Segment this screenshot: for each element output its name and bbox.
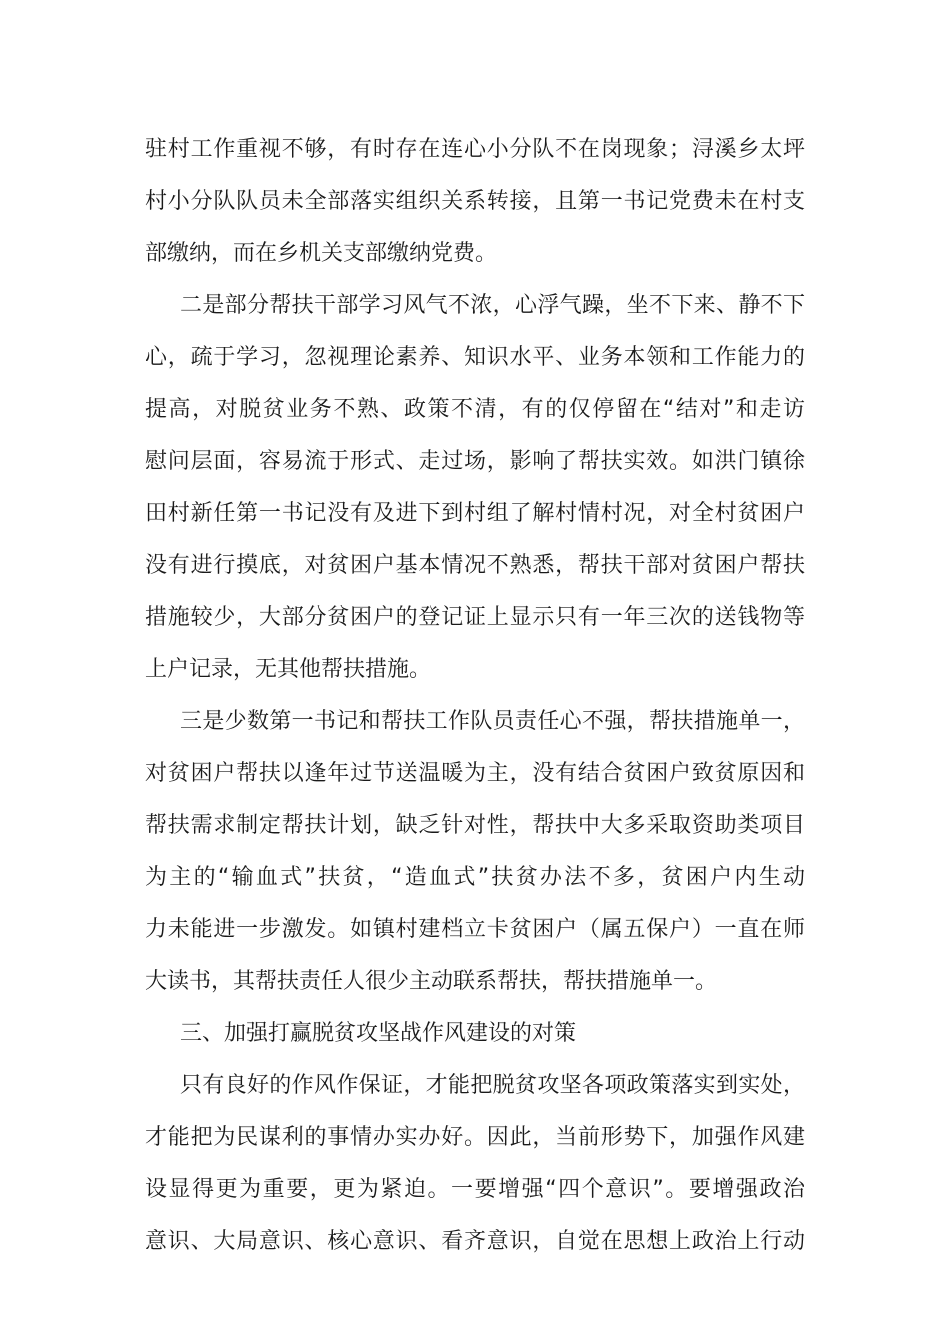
text-line: 措施较少，大部分贫困户的登记证上显示只有一年三次的送钱物等 <box>145 605 805 630</box>
text-line: 田村新任第一书记没有及进下到村组了解村情村况，对全村贫困户 <box>145 501 805 526</box>
text-line: 村小分队队员未全部落实组织关系转接，且第一书记党费未在村支 <box>145 189 805 214</box>
text-line: 慰问层面，容易流于形式、走过场，影响了帮扶实效。如洪门镇徐 <box>145 449 805 474</box>
text-line: 心，疏于学习，忽视理论素养、知识水平、业务本领和工作能力的 <box>145 345 805 370</box>
text-line: 才能把为民谋利的事情办实办好。因此，当前形势下，加强作风建 <box>145 1125 805 1150</box>
text-line: 上户记录，无其他帮扶措施。 <box>145 657 432 682</box>
text-line: 设显得更为重要，更为紧迫。一要增强“四个意识”。要增强政治 <box>145 1177 805 1202</box>
text-line: 驻村工作重视不够，有时存在连心小分队不在岗现象；浔溪乡太坪 <box>145 137 805 162</box>
text-line: 对贫困户帮扶以逢年过节送温暖为主，没有结合贫困户致贫原因和 <box>145 761 805 786</box>
text-line: 为主的“输血式”扶贫，“造血式”扶贫办法不多，贫困户内生动 <box>145 865 805 890</box>
text-line: 二是部分帮扶干部学习风气不浓，心浮气躁，坐不下来、静不下 <box>180 293 805 318</box>
text-line: 提高，对脱贫业务不熟、政策不清，有的仅停留在“结对”和走访 <box>145 397 805 422</box>
text-line: 意识、大局意识、核心意识、看齐意识，自觉在思想上政治上行动 <box>145 1229 805 1254</box>
text-line: 大读书，其帮扶责任人很少主动联系帮扶，帮扶措施单一。 <box>145 969 718 994</box>
section-heading: 三、加强打赢脱贫攻坚战作风建设的对策 <box>180 1021 577 1046</box>
text-line: 帮扶需求制定帮扶计划，缺乏针对性，帮扶中大多采取资助类项目 <box>145 813 805 838</box>
text-line: 只有良好的作风作保证，才能把脱贫攻坚各项政策落实到实处， <box>180 1073 805 1098</box>
text-line: 三是少数第一书记和帮扶工作队员责任心不强，帮扶措施单一， <box>180 709 805 734</box>
text-line: 力未能进一步激发。如镇村建档立卡贫困户（属五保户）一直在师 <box>145 917 805 942</box>
text-line: 部缴纳，而在乡机关支部缴纳党费。 <box>145 241 498 266</box>
text-line: 没有进行摸底，对贫困户基本情况不熟悉，帮扶干部对贫困户帮扶 <box>145 553 805 578</box>
